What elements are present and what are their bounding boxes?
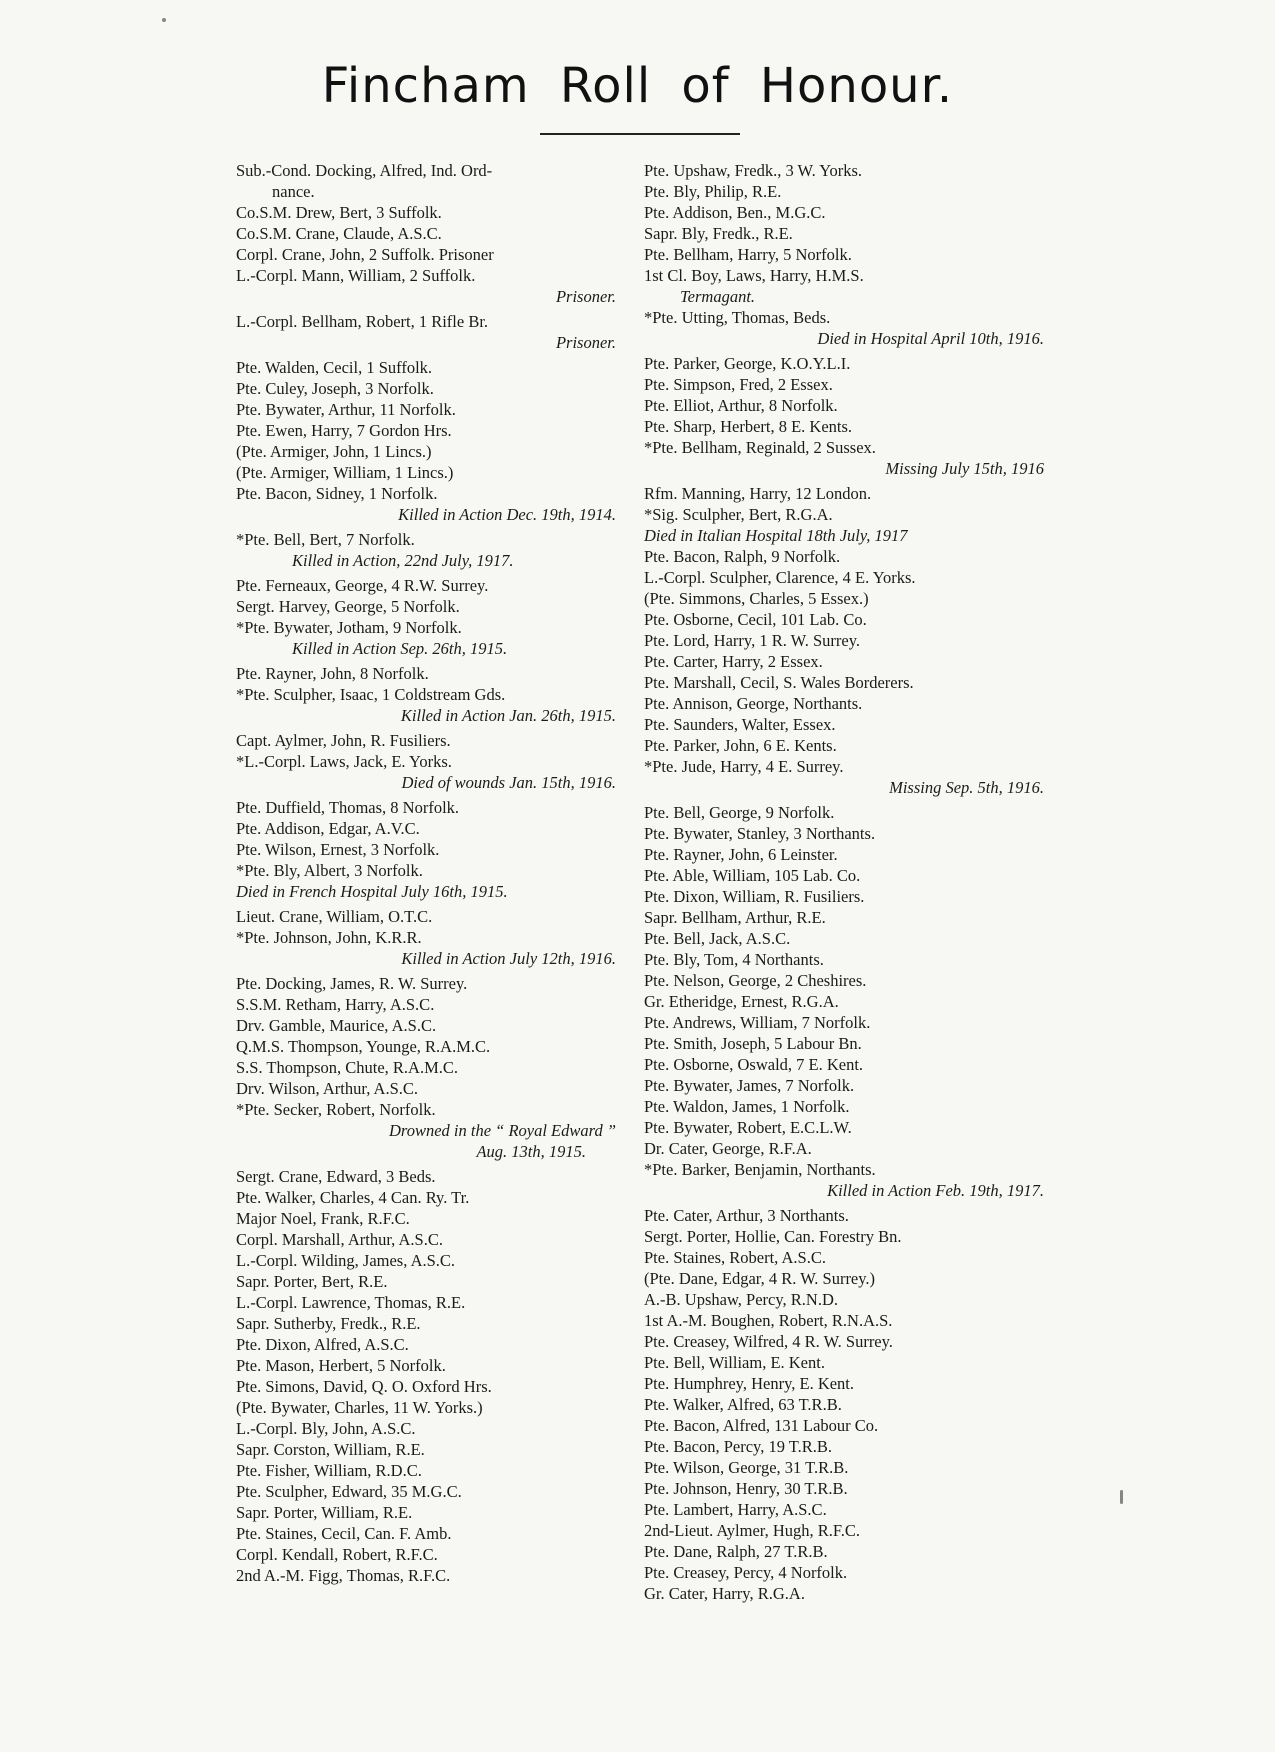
entry-name-line: S.S.M. Retham, Harry, A.S.C.: [236, 995, 435, 1014]
roll-entry: [644, 416, 1044, 437]
roll-entry: [644, 1541, 1044, 1562]
entry-name-line: Pte. Smith, Joseph, 5 Labour Bn.: [644, 1034, 862, 1053]
entry-name-line: Pte. Bell, George, 9 Norfolk.: [644, 803, 835, 822]
roll-entry: [236, 730, 616, 751]
roll-entry: [644, 735, 1044, 756]
entry-name-line: Co.S.M. Crane, Claude, A.S.C.: [236, 224, 442, 243]
entry-name-line: 2nd-Lieut. Aylmer, Hugh, R.F.C.: [644, 1521, 861, 1540]
entry-name-line: Pte. Bacon, Alfred, 131 Labour Co.: [644, 1416, 879, 1435]
entry-name-line: *Sig. Sculpher, Bert, R.G.A.: [644, 505, 833, 524]
entry-name-line: Pte. Able, William, 105 Lab. Co.: [644, 866, 861, 885]
roll-entry: [644, 714, 1044, 735]
entry-name-line: Corpl. Marshall, Arthur, A.S.C.: [236, 1230, 443, 1249]
entry-name-line: Pte. Ferneaux, George, 4 R.W. Surrey.: [236, 576, 489, 595]
entry-name-line: Gr. Cater, Harry, R.G.A.: [644, 1584, 805, 1603]
entry-name-line: Pte. Cater, Arthur, 3 Northants.: [644, 1206, 849, 1225]
roll-entry: [644, 1331, 1044, 1352]
roll-entry: [644, 202, 1044, 223]
roll-entry: [236, 1015, 616, 1036]
roll-entry: [644, 1054, 1044, 1075]
paper-mark: [1120, 1490, 1123, 1504]
roll-entry: [644, 1310, 1044, 1331]
entry-name-line: Pte. Wilson, George, 31 T.R.B.: [644, 1458, 849, 1477]
roll-entry: [644, 1352, 1044, 1373]
roll-entry: [644, 1138, 1044, 1159]
entry-name-line: Sapr. Porter, William, R.E.: [236, 1503, 413, 1522]
roll-entry: [644, 588, 1044, 609]
roll-entry: [236, 1229, 616, 1250]
roll-entry: [236, 1418, 616, 1439]
entry-name-line: (Pte. Simmons, Charles, 5 Essex.): [644, 589, 869, 608]
roll-entry: [236, 1187, 616, 1208]
roll-entry: [644, 802, 1044, 823]
roll-entry: [644, 1075, 1044, 1096]
entry-name-line: Sergt. Harvey, George, 5 Norfolk.: [236, 597, 460, 616]
entry-name-line: Pte. Sharp, Herbert, 8 E. Kents.: [644, 417, 853, 436]
entry-name-line: (Pte. Dane, Edgar, 4 R. W. Surrey.): [644, 1269, 876, 1288]
entry-name-line: Pte. Bell, William, E. Kent.: [644, 1353, 825, 1372]
entry-name-line: L.-Corpl. Bellham, Robert, 1 Rifle Br.: [236, 312, 489, 331]
roll-entry: [644, 886, 1044, 907]
entry-name-line: (Pte. Bywater, Charles, 11 W. Yorks.): [236, 1398, 483, 1417]
roll-entry: [644, 244, 1044, 265]
entry-name-line: Pte. Johnson, Henry, 30 T.R.B.: [644, 1479, 848, 1498]
entry-name-line: (Pte. Armiger, William, 1 Lincs.): [236, 463, 454, 482]
roll-entry: [644, 567, 1044, 588]
entry-name-line: Pte. Saunders, Walter, Essex.: [644, 715, 836, 734]
roll-entry: [644, 970, 1044, 991]
roll-entry: [644, 1562, 1044, 1583]
entry-name-line: Pte. Bellham, Harry, 5 Norfolk.: [644, 245, 852, 264]
entry-name-line: Pte. Bywater, Robert, E.C.L.W.: [644, 1118, 852, 1137]
entry-name-line: *Pte. Utting, Thomas, Beds.: [644, 308, 831, 327]
entry-name-line: A.-B. Upshaw, Percy, R.N.D.: [644, 1290, 839, 1309]
roll-entry: [644, 1373, 1044, 1394]
entry-name-line: Pte. Marshall, Cecil, S. Wales Borderers.: [644, 673, 914, 692]
roll-entry: [644, 353, 1044, 374]
entry-name-line: Pte. Staines, Cecil, Can. F. Amb.: [236, 1524, 452, 1543]
entry-name-line: Pte. Walden, Cecil, 1 Suffolk.: [236, 358, 433, 377]
roll-entry: [236, 797, 616, 818]
roll-entry: [236, 596, 616, 617]
entry-name-line: Pte. Osborne, Cecil, 101 Lab. Co.: [644, 610, 867, 629]
entry-name-line: Pte. Mason, Herbert, 5 Norfolk.: [236, 1356, 446, 1375]
entry-name-line: Lieut. Crane, William, O.T.C.: [236, 907, 433, 926]
entry-name-line: Pte. Bywater, Stanley, 3 Northants.: [644, 824, 876, 843]
entry-name-line: Pte. Nelson, George, 2 Cheshires.: [644, 971, 867, 990]
entry-name-line: *Pte. Jude, Harry, 4 E. Surrey.: [644, 757, 844, 776]
entry-name-line: *Pte. Bell, Bert, 7 Norfolk.: [236, 530, 415, 549]
roll-entry: [644, 609, 1044, 630]
entry-name-line: Pte. Dixon, William, R. Fusiliers.: [644, 887, 865, 906]
entry-continuation-line: nance.: [272, 182, 315, 201]
entry-name-line: L.-Corpl. Bly, John, A.S.C.: [236, 1419, 416, 1438]
entry-status-note: Killed in Action, 22nd July, 1917.: [292, 551, 514, 570]
roll-entry: [644, 223, 1044, 244]
roll-entry: [644, 1268, 1044, 1289]
roll-entry: [236, 994, 616, 1015]
entry-name-line: *L.-Corpl. Laws, Jack, E. Yorks.: [236, 752, 452, 771]
roll-entry: [236, 1078, 616, 1099]
entry-name-line: Pte. Waldon, James, 1 Norfolk.: [644, 1097, 850, 1116]
entry-name-line: 1st Cl. Boy, Laws, Harry, H.M.S.: [644, 266, 864, 285]
roll-entry: [644, 1520, 1044, 1541]
entry-status-note: Killed in Action Dec. 19th, 1914.: [398, 505, 616, 524]
entry-status-note: Died in French Hospital July 16th, 1915.: [236, 882, 508, 901]
entry-name-line: Pte. Lambert, Harry, A.S.C.: [644, 1500, 827, 1519]
right-column: [644, 160, 1044, 1604]
roll-entry: [644, 437, 1044, 479]
roll-entry: [236, 1439, 616, 1460]
entry-name-line: S.S. Thompson, Chute, R.A.M.C.: [236, 1058, 459, 1077]
roll-entry: [236, 860, 616, 881]
roll-entry: [644, 823, 1044, 844]
roll-entry: [236, 1166, 616, 1187]
entry-name-line: Pte. Bywater, James, 7 Norfolk.: [644, 1076, 855, 1095]
roll-entry: [236, 881, 616, 902]
roll-entry: [236, 751, 616, 793]
roll-entry: [644, 1289, 1044, 1310]
entry-name-line: Pte. Wilson, Ernest, 3 Norfolk.: [236, 840, 440, 859]
entry-name-line: Sapr. Bellham, Arthur, R.E.: [644, 908, 826, 927]
roll-entry: [644, 1436, 1044, 1457]
entry-name-line: *Pte. Bly, Albert, 3 Norfolk.: [236, 861, 423, 880]
roll-entry: [236, 1057, 616, 1078]
roll-entry: [236, 311, 616, 353]
entry-name-line: Pte. Bell, Jack, A.S.C.: [644, 929, 791, 948]
roll-entry: [644, 693, 1044, 714]
entry-name-line: Pte. Bywater, Arthur, 11 Norfolk.: [236, 400, 456, 419]
entry-status-note: Died of wounds Jan. 15th, 1916.: [401, 773, 616, 792]
left-column: [236, 160, 616, 1586]
roll-entry: [236, 1397, 616, 1418]
roll-entry: [644, 546, 1044, 567]
entry-name-line: Pte. Simpson, Fred, 2 Essex.: [644, 375, 833, 394]
entry-name-line: Pte. Walker, Alfred, 63 T.R.B.: [644, 1395, 842, 1414]
entry-name-line: Rfm. Manning, Harry, 12 London.: [644, 484, 872, 503]
entry-name-line: L.-Corpl. Wilding, James, A.S.C.: [236, 1251, 456, 1270]
roll-entry: [236, 1292, 616, 1313]
entry-name-line: *Pte. Bywater, Jotham, 9 Norfolk.: [236, 618, 462, 637]
roll-entry: [644, 1247, 1044, 1268]
entry-name-line: Pte. Parker, George, K.O.Y.L.I.: [644, 354, 851, 373]
entry-name-line: Co.S.M. Drew, Bert, 3 Suffolk.: [236, 203, 442, 222]
roll-entry: [236, 378, 616, 399]
entry-name-line: Pte. Fisher, William, R.D.C.: [236, 1461, 422, 1480]
entry-name-line: Pte. Bly, Tom, 4 Northants.: [644, 950, 824, 969]
entry-status-note: Killed in Action July 12th, 1916.: [401, 949, 616, 968]
entry-name-line: Sergt. Porter, Hollie, Can. Forestry Bn.: [644, 1227, 902, 1246]
entry-name-line: Pte. Ewen, Harry, 7 Gordon Hrs.: [236, 421, 452, 440]
entry-name-line: Pte. Simons, David, Q. O. Oxford Hrs.: [236, 1377, 492, 1396]
roll-entry: [644, 991, 1044, 1012]
roll-entry: [644, 907, 1044, 928]
title-rule: [540, 133, 740, 135]
entry-name-line: Pte. Rayner, John, 8 Norfolk.: [236, 664, 429, 683]
roll-entry: [236, 1099, 616, 1162]
roll-entry: [236, 160, 616, 202]
roll-entry: [236, 906, 616, 927]
roll-entry: [236, 1313, 616, 1334]
paper-speck: [162, 18, 166, 22]
page-title: Fincham Roll of Honour.: [321, 58, 954, 114]
roll-entry: [236, 462, 616, 483]
entry-status-note: Killed in Action Feb. 19th, 1917.: [827, 1181, 1044, 1200]
roll-entry: [236, 1376, 616, 1397]
roll-entry: [236, 1523, 616, 1544]
roll-entry: [644, 949, 1044, 970]
entry-status-note: Died in Hospital April 10th, 1916.: [817, 329, 1044, 348]
entry-name-line: Capt. Aylmer, John, R. Fusiliers.: [236, 731, 451, 750]
roll-entry: [644, 1499, 1044, 1520]
roll-entry: [236, 684, 616, 726]
entry-name-line: Pte. Lord, Harry, 1 R. W. Surrey.: [644, 631, 860, 650]
entry-continuation-line: Termagant.: [680, 287, 756, 306]
roll-entry: [644, 756, 1044, 798]
roll-entry: [644, 1205, 1044, 1226]
entry-name-line: Pte. Bacon, Sidney, 1 Norfolk.: [236, 484, 438, 503]
roll-entry: [644, 504, 1044, 525]
roll-entry: [236, 357, 616, 378]
entry-name-line: Pte. Docking, James, R. W. Surrey.: [236, 974, 468, 993]
roll-entry: [644, 1096, 1044, 1117]
entry-name-line: *Pte. Johnson, John, K.R.R.: [236, 928, 422, 947]
entry-status-note: Missing Sep. 5th, 1916.: [889, 778, 1044, 797]
entry-name-line: Pte. Creasey, Wilfred, 4 R. W. Surrey.: [644, 1332, 893, 1351]
roll-entry: [644, 265, 1044, 307]
roll-entry: [236, 441, 616, 462]
roll-entry: [644, 928, 1044, 949]
entry-name-line: Pte. Bly, Philip, R.E.: [644, 182, 782, 201]
entry-name-line: *Pte. Secker, Robert, Norfolk.: [236, 1100, 436, 1119]
roll-entry: [236, 1036, 616, 1057]
entry-name-line: L.-Corpl. Mann, William, 2 Suffolk.: [236, 266, 476, 285]
entry-name-line: Corpl. Kendall, Robert, R.F.C.: [236, 1545, 438, 1564]
entry-name-line: Pte. Addison, Ben., M.G.C.: [644, 203, 826, 222]
entry-name-line: Pte. Bacon, Percy, 19 T.R.B.: [644, 1437, 833, 1456]
entry-status-note-date: Aug. 13th, 1915.: [476, 1142, 586, 1161]
entry-name-line: Pte. Staines, Robert, A.S.C.: [644, 1248, 826, 1267]
roll-entry: [644, 630, 1044, 651]
entry-name-line: Pte. Dixon, Alfred, A.S.C.: [236, 1335, 409, 1354]
roll-entry: [644, 1159, 1044, 1201]
entry-name-line: Pte. Sculpher, Edward, 35 M.G.C.: [236, 1482, 462, 1501]
roll-entry: [644, 307, 1044, 349]
roll-entry: [236, 529, 616, 571]
entry-name-line: Pte. Osborne, Oswald, 7 E. Kent.: [644, 1055, 864, 1074]
roll-entry: [236, 1565, 616, 1586]
entry-name-line: Sapr. Corston, William, R.E.: [236, 1440, 425, 1459]
entry-name-line: Pte. Upshaw, Fredk., 3 W. Yorks.: [644, 161, 863, 180]
roll-entry: [236, 1334, 616, 1355]
entry-name-line: Sub.-Cond. Docking, Alfred, Ind. Ord-: [236, 161, 493, 180]
entry-name-line: (Pte. Armiger, John, 1 Lincs.): [236, 442, 432, 461]
roll-entry: [236, 1208, 616, 1229]
entry-name-line: Pte. Carter, Harry, 2 Essex.: [644, 652, 823, 671]
roll-entry: [644, 483, 1044, 504]
entry-name-line: Pte. Andrews, William, 7 Norfolk.: [644, 1013, 871, 1032]
roll-entry: [236, 265, 616, 307]
entry-name-line: Corpl. Crane, John, 2 Suffolk. Prisoner: [236, 245, 494, 264]
roll-entry: [644, 1457, 1044, 1478]
roll-entry: [236, 244, 616, 265]
entry-name-line: Pte. Culey, Joseph, 3 Norfolk.: [236, 379, 434, 398]
roll-entry: [236, 1250, 616, 1271]
entry-name-line: L.-Corpl. Sculpher, Clarence, 4 E. Yorks.: [644, 568, 916, 587]
roll-entry: [236, 1502, 616, 1523]
entry-status-note: Prisoner.: [555, 333, 616, 352]
roll-entry: [236, 420, 616, 441]
roll-entry: [236, 818, 616, 839]
entry-name-line: 2nd A.-M. Figg, Thomas, R.F.C.: [236, 1566, 451, 1585]
entry-name-line: Pte. Addison, Edgar, A.V.C.: [236, 819, 420, 838]
entry-name-line: Pte. Walker, Charles, 4 Can. Ry. Tr.: [236, 1188, 470, 1207]
roll-entry: [236, 1544, 616, 1565]
entry-name-line: Sapr. Bly, Fredk., R.E.: [644, 224, 793, 243]
roll-entry: [236, 973, 616, 994]
entry-name-line: Sergt. Crane, Edward, 3 Beds.: [236, 1167, 436, 1186]
roll-entry: [644, 1033, 1044, 1054]
roll-entry: [644, 1478, 1044, 1499]
roll-entry: [236, 617, 616, 659]
entry-name-line: Sapr. Porter, Bert, R.E.: [236, 1272, 388, 1291]
entry-name-line: Pte. Annison, George, Northants.: [644, 694, 863, 713]
roll-entry: [644, 1583, 1044, 1604]
roll-entry: [644, 395, 1044, 416]
roll-entry: [644, 1117, 1044, 1138]
roll-entry: [644, 651, 1044, 672]
entry-name-line: Major Noel, Frank, R.F.C.: [236, 1209, 410, 1228]
entry-name-line: Sapr. Sutherby, Fredk., R.E.: [236, 1314, 421, 1333]
entry-status-note: Missing July 15th, 1916: [885, 459, 1044, 478]
roll-entry: [236, 1481, 616, 1502]
entry-status-note: Killed in Action Jan. 26th, 1915.: [400, 706, 616, 725]
roll-entry: [644, 1012, 1044, 1033]
entry-name-line: Pte. Dane, Ralph, 27 T.R.B.: [644, 1542, 828, 1561]
roll-entry: [644, 672, 1044, 693]
roll-entry: [236, 663, 616, 684]
roll-entry: [236, 575, 616, 596]
roll-entry: [644, 1394, 1044, 1415]
roll-entry: [236, 483, 616, 525]
entry-name-line: Pte. Rayner, John, 6 Leinster.: [644, 845, 838, 864]
roll-entry: [644, 525, 1044, 546]
entry-name-line: *Pte. Sculpher, Isaac, 1 Coldstream Gds.: [236, 685, 506, 704]
entry-name-line: Drv. Wilson, Arthur, A.S.C.: [236, 1079, 419, 1098]
entry-name-line: Gr. Etheridge, Ernest, R.G.A.: [644, 992, 839, 1011]
entry-name-line: *Pte. Bellham, Reginald, 2 Sussex.: [644, 438, 876, 457]
roll-entry: [236, 927, 616, 969]
roll-entry: [644, 865, 1044, 886]
entry-name-line: Dr. Cater, George, R.F.A.: [644, 1139, 812, 1158]
entry-status-note: Drowned in the “ Royal Edward ”: [388, 1121, 616, 1140]
roll-entry: [236, 1460, 616, 1481]
entry-name-line: L.-Corpl. Lawrence, Thomas, R.E.: [236, 1293, 466, 1312]
roll-entry: [644, 844, 1044, 865]
entry-name-line: Pte. Humphrey, Henry, E. Kent.: [644, 1374, 855, 1393]
entry-name-line: Pte. Duffield, Thomas, 8 Norfolk.: [236, 798, 460, 817]
entry-status-note: Died in Italian Hospital 18th July, 1917: [644, 526, 908, 545]
entry-name-line: Pte. Creasey, Percy, 4 Norfolk.: [644, 1563, 848, 1582]
roll-entry: [236, 1355, 616, 1376]
entry-name-line: Drv. Gamble, Maurice, A.S.C.: [236, 1016, 437, 1035]
roll-entry: [644, 1415, 1044, 1436]
roll-entry: [236, 399, 616, 420]
entry-name-line: 1st A.-M. Boughen, Robert, R.N.A.S.: [644, 1311, 893, 1330]
entry-status-note: Prisoner.: [555, 287, 616, 306]
roll-entry: [644, 160, 1044, 181]
roll-entry: [644, 181, 1044, 202]
roll-entry: [236, 223, 616, 244]
entry-name-line: *Pte. Barker, Benjamin, Northants.: [644, 1160, 876, 1179]
entry-name-line: Pte. Parker, John, 6 E. Kents.: [644, 736, 837, 755]
roll-entry: [644, 374, 1044, 395]
entry-name-line: Pte. Bacon, Ralph, 9 Norfolk.: [644, 547, 841, 566]
roll-entry: [644, 1226, 1044, 1247]
entry-name-line: Pte. Elliot, Arthur, 8 Norfolk.: [644, 396, 838, 415]
entry-status-note: Killed in Action Sep. 26th, 1915.: [292, 639, 508, 658]
entry-name-line: Q.M.S. Thompson, Younge, R.A.M.C.: [236, 1037, 491, 1056]
roll-entry: [236, 1271, 616, 1292]
roll-entry: [236, 839, 616, 860]
roll-entry: [236, 202, 616, 223]
